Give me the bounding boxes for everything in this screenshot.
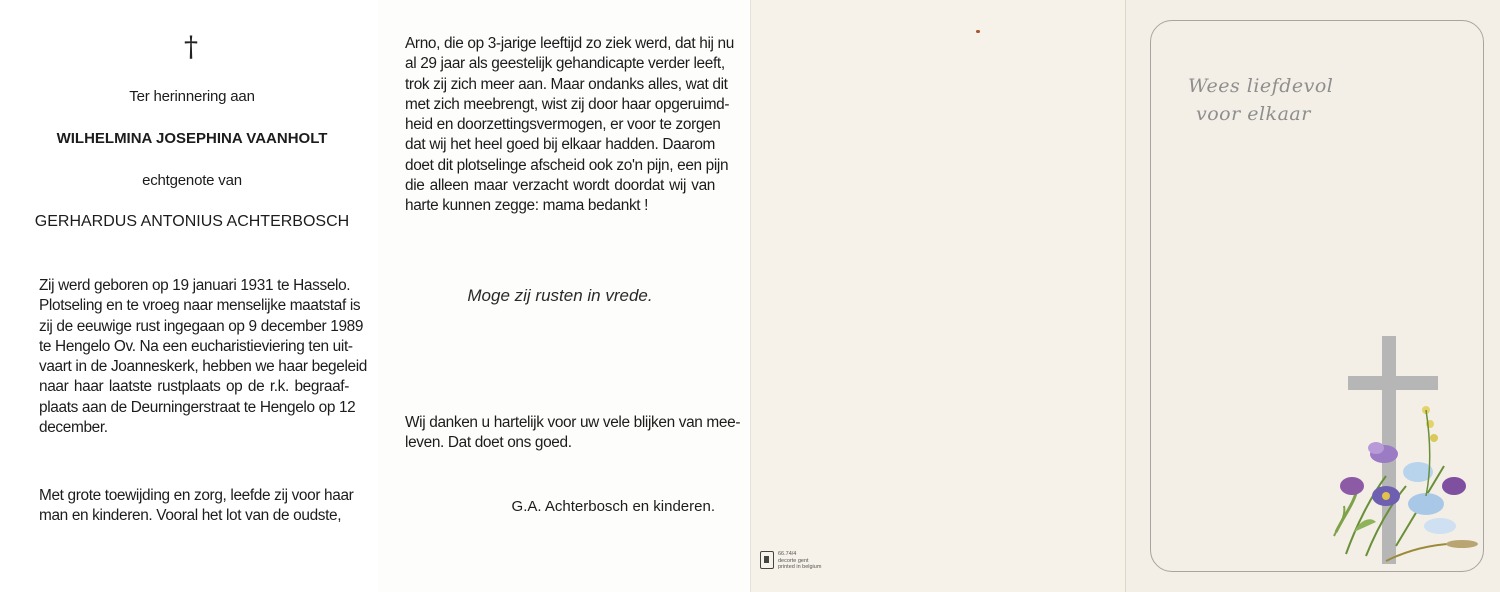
printer-text [778,551,821,571]
text-line: doet dit plotselinge afscheid ook zo'n pijn, een pijn [405,156,729,174]
text-line: die alleen maar verzacht wordt doordat wij van [405,177,715,195]
text-line: vaart in de Joanneskerk, hebben we haar begeleid [39,358,368,376]
text-line: december. [39,419,108,437]
text-line: al 29 jaar als geestelijk gehandicapte verder leeft, [405,55,725,73]
text-line: plaats aan de Deurningerstraat te Hengelo op 12 [39,398,356,416]
text-line: Plotseling en te vroeg naar menselijke maatstaf is [39,297,361,315]
arno-paragraph [405,34,734,217]
text-line: heid en doorzettingsvermogen, er voor te zorgen [405,116,721,134]
fold-line [750,0,751,592]
motto-line: Wees liefdevol [1188,75,1334,97]
in-memory-heading: Ter herinnering aan [129,88,255,105]
cross-icon: † [184,30,198,63]
signature: G.A. Achterbosch en kinderen. [511,498,715,515]
rest-in-peace-line: Moge zij rusten in vrede. [467,286,653,305]
text-line: te Hengelo Ov. Na een eucharistieviering ten uit- [39,337,353,355]
printer-mark [760,551,821,571]
text-line: zij de eeuwige rust ingegaan op 9 december 1989 [39,317,364,335]
text-line: Met grote toewijding en zorg, leefde zij voor haar [39,487,354,504]
text-line: Zij werd geboren op 19 januari 1931 te Hasselo. [39,277,351,294]
text-line: harte kunnen zegge: mama bedankt ! [405,197,649,215]
flower-bouquet [1334,406,1478,561]
cross-with-flowers-icon [1326,336,1490,568]
printer-country: printed in belgium [778,564,822,570]
deceased-name: WILHELMINA JOSEPHINA VAANHOLT [56,130,328,147]
printer-code: 66.74/4 [778,551,797,557]
printer-logo-icon [760,551,774,569]
text-line: met zich meebrengt, wist zij door haar opgeruimd- [405,95,730,113]
text-line: Arno, die op 3-jarige leeftijd zo ziek werd, dat hij nu [405,35,734,52]
text-line: dat wij het heel goed bij elkaar hadden. Daarom [405,136,715,154]
thanks-paragraph [405,413,741,454]
motto [1188,72,1333,128]
cross-horizontal-bar [1348,376,1438,390]
text-line: trok zij zich meer aan. Maar ondanks alles, wat dit [405,75,728,93]
paper-speck [976,30,980,33]
text-line: Wij danken u hartelijk voor uw vele blijken van mee- [405,414,741,431]
biography-paragraph [39,276,368,438]
text-line: man en kinderen. Vooral het lot van de oudste, [39,507,342,525]
motto-line: voor elkaar [1196,103,1311,125]
spouse-name: GERHARDUS ANTONIUS ACHTERBOSCH [34,213,350,230]
fold-line [1125,0,1126,592]
text-line: naar haar laatste rustplaats op de r.k. begraaf- [39,378,349,396]
left-panel [0,0,378,592]
printer-name: decorte gent [778,557,809,564]
devotion-paragraph [39,486,354,527]
back-panel [750,0,1125,592]
text-line: leven. Dat doet ons goed. [405,434,572,452]
spouse-intro: echtgenote van [142,172,242,189]
